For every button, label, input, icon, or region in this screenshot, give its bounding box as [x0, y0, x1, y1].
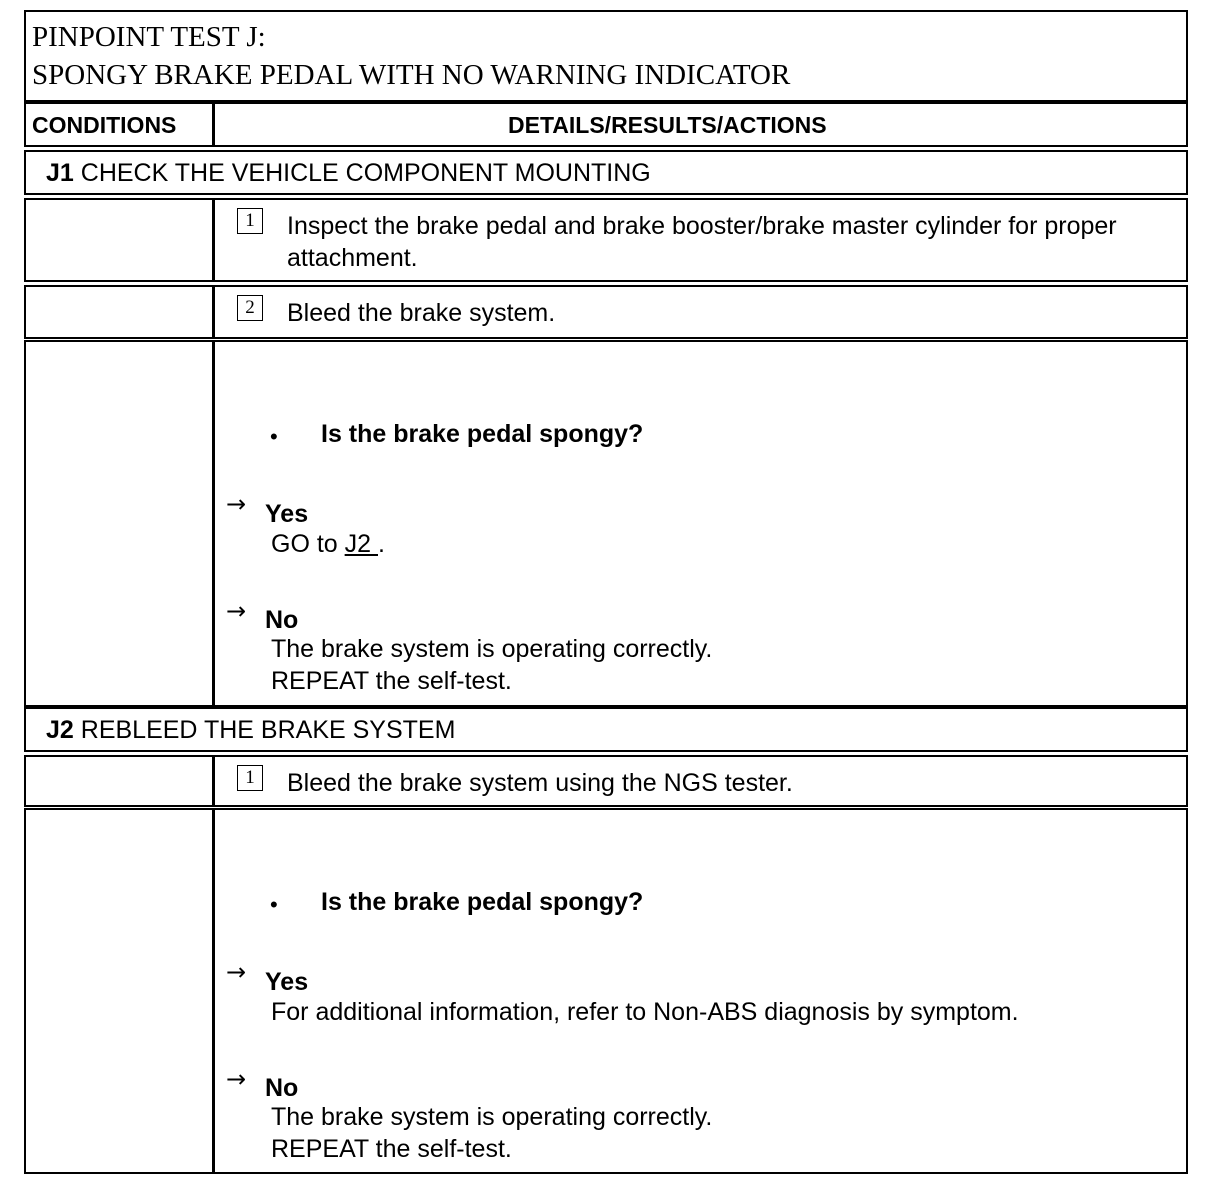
right-arrow-icon: →: [226, 490, 247, 518]
pinpoint-test-table: [24, 10, 1190, 1174]
j2-no-result-line1: The brake system is operating correctly.: [271, 1103, 713, 1131]
j1-step2-row: [24, 285, 1188, 339]
j1-step2-text: Bleed the brake system.: [287, 299, 556, 327]
test-title-box: [24, 10, 1188, 102]
j1-step1-row: [24, 198, 1188, 282]
section-j2-header: [24, 707, 1188, 752]
section-j1-title: J1 CHECK THE VEHICLE COMPONENT MOUNTING: [46, 159, 651, 187]
column-header-row: [24, 102, 1188, 147]
j2-question: Is the brake pedal spongy?: [321, 888, 644, 916]
j1-results-row: [24, 340, 1188, 707]
bullet-icon: •: [270, 424, 278, 449]
j2-no-label: No: [265, 1074, 299, 1102]
conditions-header: CONDITIONS: [32, 112, 177, 138]
test-title-line1: PINPOINT TEST J:: [32, 21, 266, 53]
section-j2-title: J2 REBLEED THE BRAKE SYSTEM: [46, 716, 456, 744]
j2-step1-text: Bleed the brake system using the NGS tester.: [287, 769, 793, 797]
goto-j2-link[interactable]: J2: [344, 530, 378, 558]
j2-yes-label: Yes: [265, 968, 309, 996]
test-title-line2: SPONGY BRAKE PEDAL WITH NO WARNING INDICATOR: [32, 59, 791, 91]
j1-yes-label: Yes: [265, 500, 309, 528]
section-j1-header: [24, 150, 1188, 195]
j2-step1-row: [24, 755, 1188, 807]
j1-no-result-line2: REPEAT the self-test.: [271, 667, 512, 695]
details-header: DETAILS/RESULTS/ACTIONS: [508, 112, 827, 138]
j2-no-result-line2: REPEAT the self-test.: [271, 1135, 512, 1163]
right-arrow-icon: →: [226, 1065, 247, 1093]
j1-no-result-line1: The brake system is operating correctly.: [271, 635, 713, 663]
j1-no-label: No: [265, 606, 299, 634]
step-number-box: 1: [237, 208, 263, 234]
j1-step1-text: Inspect the brake pedal and brake booster/brake master cylinder for proper attachment.: [287, 212, 1117, 272]
j2-results-row: [24, 808, 1188, 1174]
right-arrow-icon: →: [226, 958, 247, 986]
j1-yes-result: GO to J2 .: [271, 530, 385, 558]
bullet-icon: •: [270, 892, 278, 917]
j2-yes-result: For additional information, refer to Non-ABS diagnosis by symptom.: [271, 998, 1019, 1026]
step-number-box: 1: [237, 765, 263, 791]
step-number-box: 2: [237, 295, 263, 321]
j1-question: Is the brake pedal spongy?: [321, 420, 644, 448]
right-arrow-icon: →: [226, 597, 247, 625]
